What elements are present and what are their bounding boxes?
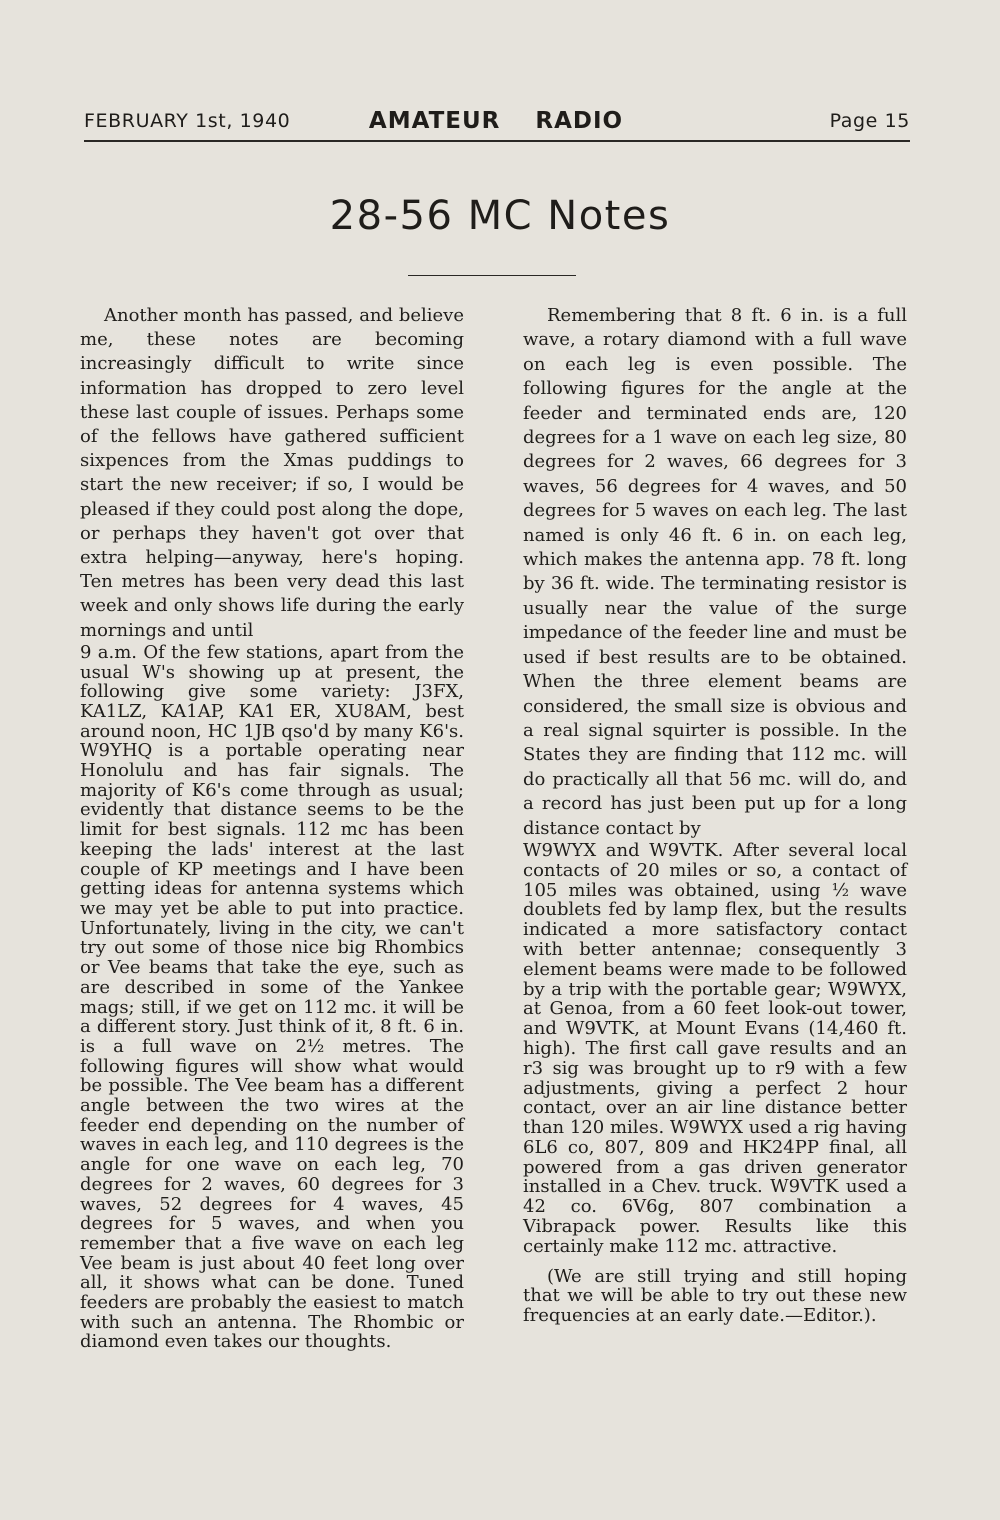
issue-date: FEBRUARY 1st, 1940: [84, 110, 291, 132]
article-title: 28-56 MC Notes: [329, 193, 671, 239]
paragraph-right-1b: W9WYX and W9VTK. After several local contacts of 20 miles or so, a contact of 105 miles was obtained, using ½ wave doublets fed by lamp flex, but the results indicated a more satisfactory contact with better antennae; consequently 3 element beams were made to be followed by a trip with the portable gear; W9WYX, at Genoa, from a 60 feet look-out tower, and W9VTK, at Mount Evans (14,460 ft. high). The first call gave results and an r3 sig was brought up to r9 with a few adjustments, giving a perfect 2 hour contact, over an air line distance better than 120 miles. W9WYX used a rig having 6L6 co, 807, 809 and HK24PP final, all powered from a gas driven generator installed in a Chev. truck. W9VTK used a 42 co. 6V6g, 807 combination a Vibrapack power. Results like this certainly make 112 mc. attractive.: [523, 839, 907, 1257]
running-header: [84, 108, 910, 142]
magazine-name: AMATEUR RADIO: [368, 108, 624, 134]
paragraph-left-1b: 9 a.m. Of the few stations, apart from the usual W's showing up at present, the following give some variety: J3FX, KA1LZ, KA1AP, KA1 ER, XU8AM, best around noon, HC 1JB qso'd by many K6's. W9YHQ is a portable operating near Honolulu and has fair signals. The majority of K6's come through as usual; evidently that distance seems to be the limit for best signals. 112 mc has been keeping the lads' interest at the last couple of KP meetings and I have been getting ideas for antenna systems which we may yet be able to put into practice. Unfortunately, living in the city, we can't try out some of those nice big Rhombics or Vee beams that take the eye, such as are described in some of the Yankee mags; still, if we get on 112 mc. it will be a different story. Just think of it, 8 ft. 6 in. is a full wave on 2½ metres. The following figures will show what would be possible. The Vee beam has a different angle between the two wires at the feeder end depending on the number of waves in each leg, and 110 degrees is the angle for one wave on each leg, 70 degrees for 2 waves, 60 degrees for 3 waves, 52 degrees for 4 waves, 45 degrees for 5 waves, and when you remember that a five wave on each leg Vee beam is just about 40 feet long over all, it shows what can be done. Tuned feeders are probably the easiest to match with such an antenna. The Rhombic or diamond even takes our thoughts.: [80, 641, 464, 1353]
right-column: [523, 304, 907, 1326]
paragraph-right-2: (We are still trying and still hoping that we will be able to try out these new frequencies at an early date.—Editor.).: [523, 1265, 907, 1327]
paragraph-left-1a: Another month has passed, and believe me, these notes are becoming increasingly difficult to write since information has dropped to zero level these last couple of issues. Perhaps some of the fellows have gathered sufficient sixpences from the Xmas puddings to start the new receiver; if so, I would be pleased if they could post along the dope, or perhaps they haven't got over that extra helping—anyway, here's hoping. Ten metres has been very dead this last week and only shows life during the early mornings and until: [80, 305, 464, 641]
left-column: [80, 304, 464, 1352]
page-number: Page 15: [829, 110, 910, 132]
paragraph-right-1a: Remembering that 8 ft. 6 in. is a full wave, a rotary diamond with a full wave on each leg is even possible. The following figures for the angle at the feeder and terminated ends are, 120 degrees for a 1 wave on each leg size, 80 degrees for 2 waves, 66 degrees for 3 waves, 56 degrees for 4 waves, and 50 degrees for 5 waves on each leg. The last named is only 46 ft. 6 in. on each leg, which makes the antenna app. 78 ft. long by 36 ft. wide. The terminating resistor is usually near the value of the surge impedance of the feeder line and must be used if best results are to be obtained. When the three element beams are considered, the small size is obvious and a real signal squirter is possible. In the States they are finding that 112 mc. will do practically all that 56 mc. will do, and a record has just been put up for a long distance contact by: [523, 305, 907, 839]
title-rule: [408, 275, 576, 276]
